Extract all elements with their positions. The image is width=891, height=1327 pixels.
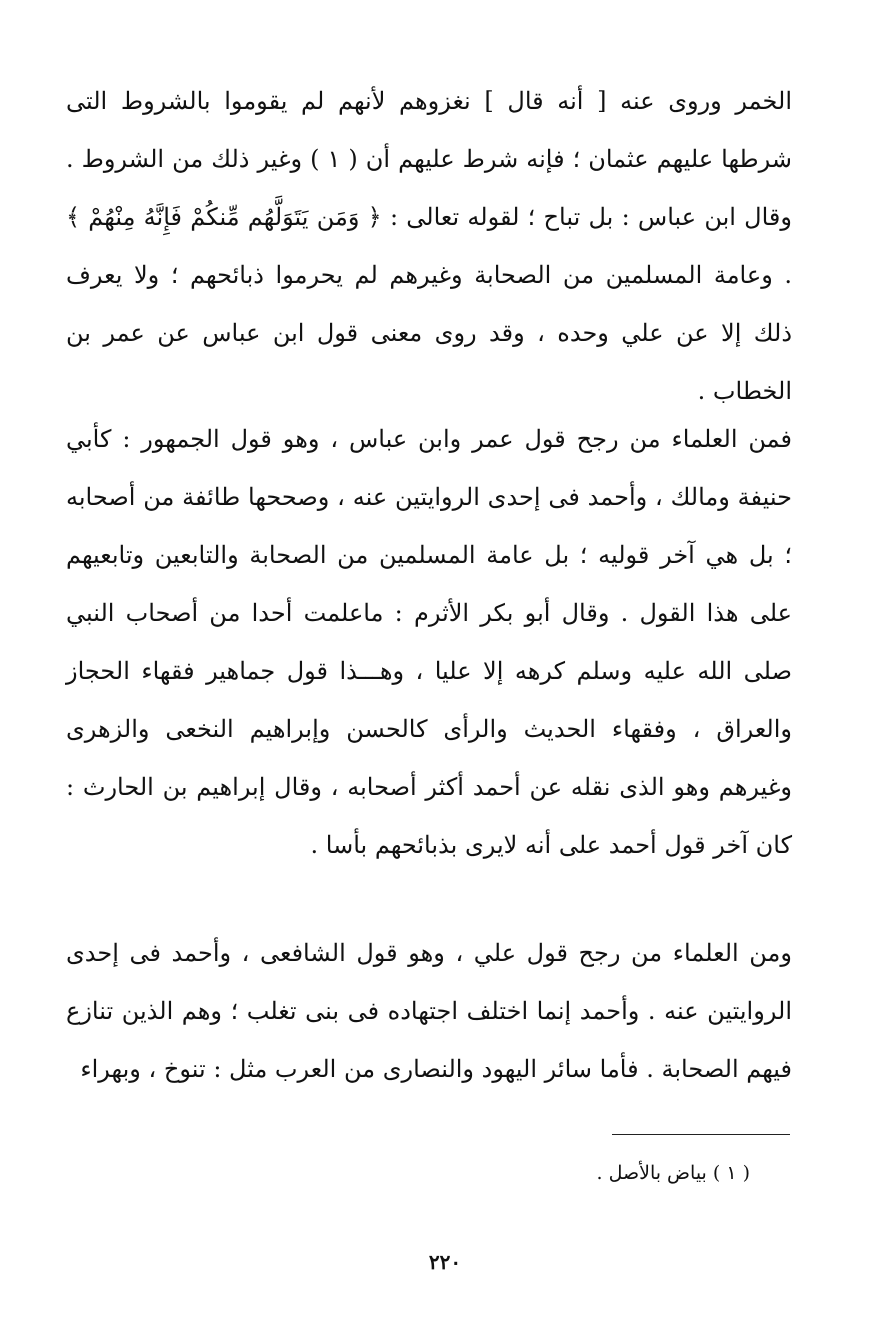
page-number: ٢٢٠ <box>428 1250 462 1274</box>
footnote: ( ١ ) بياض بالأصل . <box>596 1162 750 1184</box>
body-paragraph-3: ومن العلماء من رجح قول علي ، وهو قول الشافعى ، وأحمد فى إحدى الروايتين عنه . وأحمد إنما اختلف اجتهاده فى بنى تغلب ؛ وهم الذين تنازع فيهم الصحابة . فأما سائر اليهود والنصارى من العرب مثل : تنوخ ، وبهراء <box>66 939 793 1083</box>
footnote-divider <box>612 1134 790 1135</box>
body-paragraph-2: فمن العلماء من رجح قول عمر وابن عباس ، وهو قول الجمهور : كأبي حنيفة ومالك ، وأحمد فى إحدى الروايتين عنه ، وصححها طائفة من أصحابه ؛ بل هي آخر قوليه ؛ بل عامة المسلمين من الصحابة والتابعين وتابعيهم على هذا القول . وقال أبو بكر الأثرم : ماعلمت أحدا من أصحاب النبي صلى الله عليه وسلم كرهه إلا عليا ، وهـــذا قول جماهير فقهاء الحجاز والعراق ، وفقهاء الحديث والرأى كالحسن وإبراهيم النخعى والزهرى وغيرهم وهو الذى نقله عن أحمد أكثر أصحابه ، وقال إبراهيم بن الحارث : كان آخر قول أحمد على أنه لايرى بذبائحهم بأسا . <box>66 425 792 859</box>
body-paragraph-1: الخمر وروى عنه [ أنه قال ] نغزوهم لأنهم لم يقوموا بالشروط التى شرطها عليهم عثمان ؛ فإنه شرط عليهم أن ( ١ ) وغير ذلك من الشروط . وقال ابن عباس : بل تباح ؛ لقوله تعالى : ﴿ وَمَن يَتَوَلَّهُم مِّنكُمْ فَإِنَّهُ مِنْهُمْ ﴾ . وعامة المسلمين من الصحابة وغيرهم لم يحرموا ذبائحهم ؛ ولا يعرف ذلك إلا عن علي وحده ، وقد روى معنى قول ابن عباس عن عمر بن الخطاب . <box>66 87 793 405</box>
